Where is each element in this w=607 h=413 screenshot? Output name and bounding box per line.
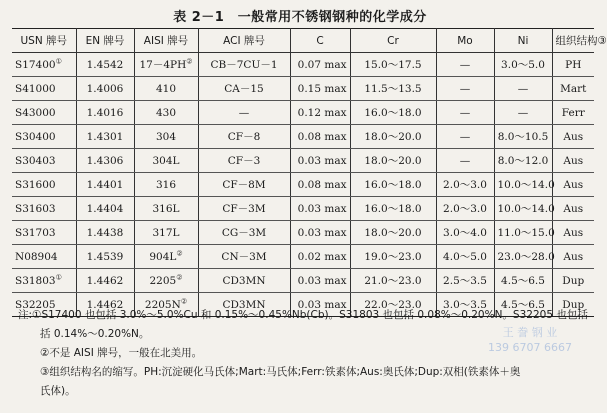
c-cell <box>290 197 350 221</box>
c-cell <box>290 53 350 77</box>
en-cell-text: 1.4542 <box>86 58 124 71</box>
en-cell <box>76 269 134 293</box>
header-row <box>12 29 594 53</box>
note-1-line-2: 括 0.14%～0.20%N。 <box>40 328 150 340</box>
watermark-phone: 139 6707 6667 <box>488 341 572 354</box>
cr-cell <box>350 197 436 221</box>
c-cell-text: 0.12 max <box>297 106 347 119</box>
en-cell <box>76 197 134 221</box>
cr-cell-text: 18.0～20.0 <box>364 131 422 143</box>
en-cell-text: 1.4462 <box>86 274 124 287</box>
en-cell-text: 1.4016 <box>86 106 124 119</box>
en-cell <box>76 173 134 197</box>
usn-cell-text: S31603 <box>15 202 56 215</box>
mo-cell-text: — <box>459 58 471 71</box>
structure-cell-text: Aus <box>563 178 584 191</box>
structure-cell-text: Ferr <box>561 106 585 119</box>
usn-cell <box>12 173 76 197</box>
en-cell-text: 1.4006 <box>86 82 124 95</box>
structure-cell-text: Mart <box>560 82 587 95</box>
mo-cell <box>436 101 494 125</box>
cr-cell-text: 22.0～23.0 <box>364 299 422 311</box>
mo-cell-text: — <box>459 82 471 95</box>
usn-cell <box>12 197 76 221</box>
aci-cell-text: CD3MN <box>222 274 266 287</box>
aisi-cell-text: 316 <box>155 178 177 191</box>
ni-cell-text: 3.0～5.0 <box>501 59 545 71</box>
en-cell-text: 1.4306 <box>86 154 124 167</box>
aisi-cell-text: 17－4PH <box>139 59 187 71</box>
footnote-mark: ② <box>180 297 188 305</box>
structure-cell-text: Aus <box>563 226 584 239</box>
aci-cell-text: CN－3M <box>221 251 267 263</box>
ni-cell-text: — <box>517 106 529 119</box>
c-cell <box>290 77 350 101</box>
cr-cell-text: 21.0～23.0 <box>364 275 422 287</box>
cr-cell <box>350 101 436 125</box>
usn-cell-text: S30403 <box>15 154 56 167</box>
c-cell <box>290 101 350 125</box>
c-cell <box>290 269 350 293</box>
ni-cell-text: 23.0～28.0 <box>497 251 555 263</box>
c-cell-text: 0.15 max <box>297 82 347 95</box>
cr-cell-text: 11.5～13.5 <box>364 83 422 95</box>
cr-cell-text: 19.0～23.0 <box>364 251 422 263</box>
c-cell-text: 0.03 max <box>297 298 347 311</box>
cr-cell-text: 16.0～18.0 <box>364 179 422 191</box>
usn-cell <box>12 53 76 77</box>
usn-cell <box>12 101 76 125</box>
header-aisi: AISI 牌号 <box>134 29 198 53</box>
usn-cell-text: S43000 <box>15 106 56 119</box>
c-cell-text: 0.03 max <box>297 274 347 287</box>
table-row <box>12 221 594 245</box>
structure-cell-text: Dup <box>562 298 585 311</box>
note-3-line-1: ③组织结构名的缩写。PH:沉淀硬化马氏体;Mart:马氏体;Ferr:铁素体;Aus:奥氏体;Dup:双相(铁素体＋奥 <box>40 366 521 378</box>
aisi-cell <box>134 53 198 77</box>
footnote-mark: ② <box>176 273 183 281</box>
cr-cell-text: 16.0～18.0 <box>364 107 422 119</box>
ni-cell-text: 8.0～12.0 <box>497 155 549 167</box>
structure-cell <box>552 101 594 125</box>
ni-cell-text: — <box>517 82 529 95</box>
usn-cell-text: N08904 <box>15 250 58 263</box>
aci-cell <box>198 173 290 197</box>
cr-cell <box>350 53 436 77</box>
aisi-cell-text: 410 <box>155 82 177 95</box>
ni-cell <box>494 197 555 221</box>
c-cell-text: 0.08 max <box>297 130 347 143</box>
ni-cell-text: 11.0～15.0 <box>497 227 555 239</box>
aisi-cell <box>134 221 198 245</box>
aci-cell-text: — <box>238 106 250 119</box>
en-cell-text: 1.4404 <box>86 202 124 215</box>
mo-cell-text: 3.0～4.0 <box>443 227 487 239</box>
mo-cell-text: — <box>459 106 471 119</box>
ni-cell <box>494 101 552 125</box>
ni-cell <box>494 173 555 197</box>
aci-cell-text: CB－7CU－1 <box>210 59 278 71</box>
header-en: EN 牌号 <box>76 29 134 53</box>
en-cell <box>76 53 134 77</box>
mo-cell <box>436 173 494 197</box>
header-cr: Cr <box>350 29 436 53</box>
ni-cell <box>494 77 552 101</box>
usn-cell-text: S30400 <box>15 130 56 143</box>
mo-cell <box>436 197 494 221</box>
structure-cell <box>552 53 594 77</box>
table-row <box>12 149 594 173</box>
aisi-cell-text: 430 <box>155 106 177 119</box>
mo-cell <box>436 125 494 149</box>
aci-cell <box>198 101 290 125</box>
cr-cell <box>350 269 436 293</box>
ni-cell <box>494 221 555 245</box>
aci-cell-text: CG－3M <box>221 227 267 239</box>
structure-cell-text: Aus <box>563 154 584 167</box>
mo-cell <box>436 269 494 293</box>
c-cell <box>290 245 350 269</box>
header-aci: ACI 牌号 <box>198 29 290 53</box>
aisi-cell-text: 2205N <box>144 298 181 311</box>
footnote-mark: ② <box>176 249 183 257</box>
cr-cell <box>350 245 436 269</box>
mo-cell-text: 2.0～3.0 <box>443 179 487 191</box>
ni-cell <box>494 149 552 173</box>
mo-cell <box>436 53 494 77</box>
note-2: ②不是 AISI 牌号，一般在北美用。 <box>40 347 203 359</box>
c-cell <box>290 149 350 173</box>
cr-cell <box>350 125 436 149</box>
aci-cell-text: CF－8 <box>227 131 261 143</box>
c-cell-text: 0.02 max <box>297 250 347 263</box>
en-cell-text: 1.4301 <box>86 130 124 143</box>
en-cell-text: 1.4401 <box>86 178 124 191</box>
aci-cell-text: CA－15 <box>224 83 264 95</box>
usn-cell <box>12 77 76 101</box>
usn-cell-text: S31600 <box>15 178 56 191</box>
mo-cell-text: — <box>459 154 471 167</box>
ni-cell <box>494 245 555 269</box>
mo-cell <box>436 221 494 245</box>
ni-cell-text: 4.5～6.5 <box>501 299 545 311</box>
mo-cell-text: 2.0～3.0 <box>443 203 487 215</box>
usn-cell <box>12 269 76 293</box>
en-cell <box>76 101 134 125</box>
aci-cell <box>198 53 290 77</box>
aci-cell-text: CF－3 <box>227 155 261 167</box>
aisi-cell-text: 304L <box>152 154 180 167</box>
cr-cell <box>350 173 436 197</box>
aci-cell-text: CF－3M <box>222 203 266 215</box>
mo-cell <box>436 149 494 173</box>
mo-cell-text: 4.0～5.0 <box>443 251 487 263</box>
aci-cell <box>198 269 290 293</box>
cr-cell-text: 18.0～20.0 <box>364 155 422 167</box>
mo-cell-text: 3.0～3.5 <box>443 299 487 311</box>
aci-cell <box>198 221 290 245</box>
en-cell-text: 1.4438 <box>86 226 124 239</box>
en-cell <box>76 125 134 149</box>
usn-cell <box>12 221 76 245</box>
structure-cell <box>552 125 594 149</box>
table-row <box>12 173 594 197</box>
en-cell-text: 1.4462 <box>86 298 124 311</box>
table-title: 表 2－1 一般常用不锈钢钢种的化学成分 <box>173 10 427 25</box>
watermark <box>470 325 590 355</box>
aisi-cell-text: 904L <box>149 250 177 263</box>
structure-cell-text: PH <box>565 58 582 71</box>
usn-cell <box>12 245 76 269</box>
cr-cell <box>350 77 436 101</box>
note-1-line-1: 注:①S17400 也包括 3.0%～5.0%Cu 和 0.15%～0.45%Nb(Cb)。S31803 也包括 0.08%～0.20%N。S32205 也包括 <box>18 309 588 321</box>
aisi-cell-text: 317L <box>152 226 180 239</box>
footnote-mark: ② <box>186 57 193 66</box>
en-cell <box>76 245 134 269</box>
cr-cell-text: 16.0～18.0 <box>364 203 422 215</box>
cr-cell <box>350 149 436 173</box>
aisi-cell-text: 304 <box>155 130 177 143</box>
mo-cell-text: 2.5～3.5 <box>443 275 487 287</box>
c-cell-text: 0.03 max <box>297 202 347 215</box>
usn-cell-text: S17400 <box>15 58 56 71</box>
structure-cell <box>552 221 594 245</box>
structure-cell-text: Dup <box>562 274 585 287</box>
table-row <box>12 269 594 293</box>
structure-cell <box>552 77 594 101</box>
cr-cell <box>350 221 436 245</box>
aisi-cell <box>134 77 198 101</box>
aisi-cell <box>134 101 198 125</box>
structure-cell <box>552 197 594 221</box>
structure-cell <box>552 173 594 197</box>
note-3-line-2: 氏体)。 <box>40 385 76 397</box>
en-cell-text: 1.4539 <box>86 250 124 263</box>
structure-cell-text: Aus <box>563 130 584 143</box>
table-row <box>12 77 594 101</box>
c-cell-text: 0.08 max <box>297 178 347 191</box>
usn-cell <box>12 125 76 149</box>
aisi-cell <box>134 245 198 269</box>
usn-cell-text: S41000 <box>15 82 56 95</box>
aci-cell <box>198 149 290 173</box>
aci-cell-text: CD3MN <box>222 298 266 311</box>
en-cell <box>76 149 134 173</box>
structure-cell-text: Aus <box>563 250 584 263</box>
aci-cell <box>198 77 290 101</box>
c-cell-text: 0.07 max <box>297 58 347 71</box>
c-cell-text: 0.03 max <box>297 226 347 239</box>
aci-cell <box>198 245 290 269</box>
ni-cell <box>494 269 552 293</box>
usn-cell-text: S31703 <box>15 226 56 239</box>
cr-cell-text: 15.0～17.5 <box>364 59 422 71</box>
header-c: C <box>290 29 350 53</box>
c-cell <box>290 125 350 149</box>
mo-cell-text: — <box>459 130 471 143</box>
footnote-mark: ① <box>55 273 62 281</box>
ni-cell-text: 8.0～10.5 <box>497 131 549 143</box>
usn-cell-text: S31803 <box>15 274 56 287</box>
table-row <box>12 53 594 77</box>
c-cell <box>290 173 350 197</box>
structure-cell <box>552 269 594 293</box>
c-cell-text: 0.03 max <box>297 154 347 167</box>
aci-cell <box>198 125 290 149</box>
aisi-cell <box>134 173 198 197</box>
mo-cell <box>436 245 494 269</box>
usn-cell-text: S32205 <box>15 298 56 311</box>
ni-cell-text: 10.0～14.0 <box>497 179 555 191</box>
table-row <box>12 245 594 269</box>
aisi-cell <box>134 197 198 221</box>
en-cell <box>76 77 134 101</box>
cr-cell-text: 18.0～20.0 <box>364 227 422 239</box>
usn-cell <box>12 149 76 173</box>
footnote-mark: ① <box>55 57 62 65</box>
aisi-cell-text: 2205 <box>149 274 177 287</box>
table-row <box>12 197 594 221</box>
c-cell <box>290 221 350 245</box>
header-ni: Ni <box>494 29 552 53</box>
en-cell <box>76 221 134 245</box>
header-usn: USN 牌号 <box>12 29 76 53</box>
header-structure: 组织结构③ <box>552 29 594 53</box>
composition-table <box>12 28 607 317</box>
table-row <box>12 125 594 149</box>
ni-cell <box>494 125 552 149</box>
aisi-cell <box>134 149 198 173</box>
ni-cell-text: 4.5～6.5 <box>501 275 545 287</box>
mo-cell <box>436 77 494 101</box>
structure-cell <box>552 149 594 173</box>
table-row <box>12 101 594 125</box>
structure-cell-text: Aus <box>563 202 584 215</box>
aisi-cell <box>134 269 198 293</box>
structure-cell <box>552 245 594 269</box>
header-mo: Mo <box>436 29 494 53</box>
ni-cell-text: 10.0～14.0 <box>497 203 555 215</box>
aci-cell-text: CF－8M <box>222 179 266 191</box>
aisi-cell <box>134 125 198 149</box>
ni-cell <box>494 53 552 77</box>
watermark-brand: 王 誊 钢 业 <box>502 326 558 339</box>
aisi-cell-text: 316L <box>152 202 180 215</box>
aci-cell <box>198 197 290 221</box>
